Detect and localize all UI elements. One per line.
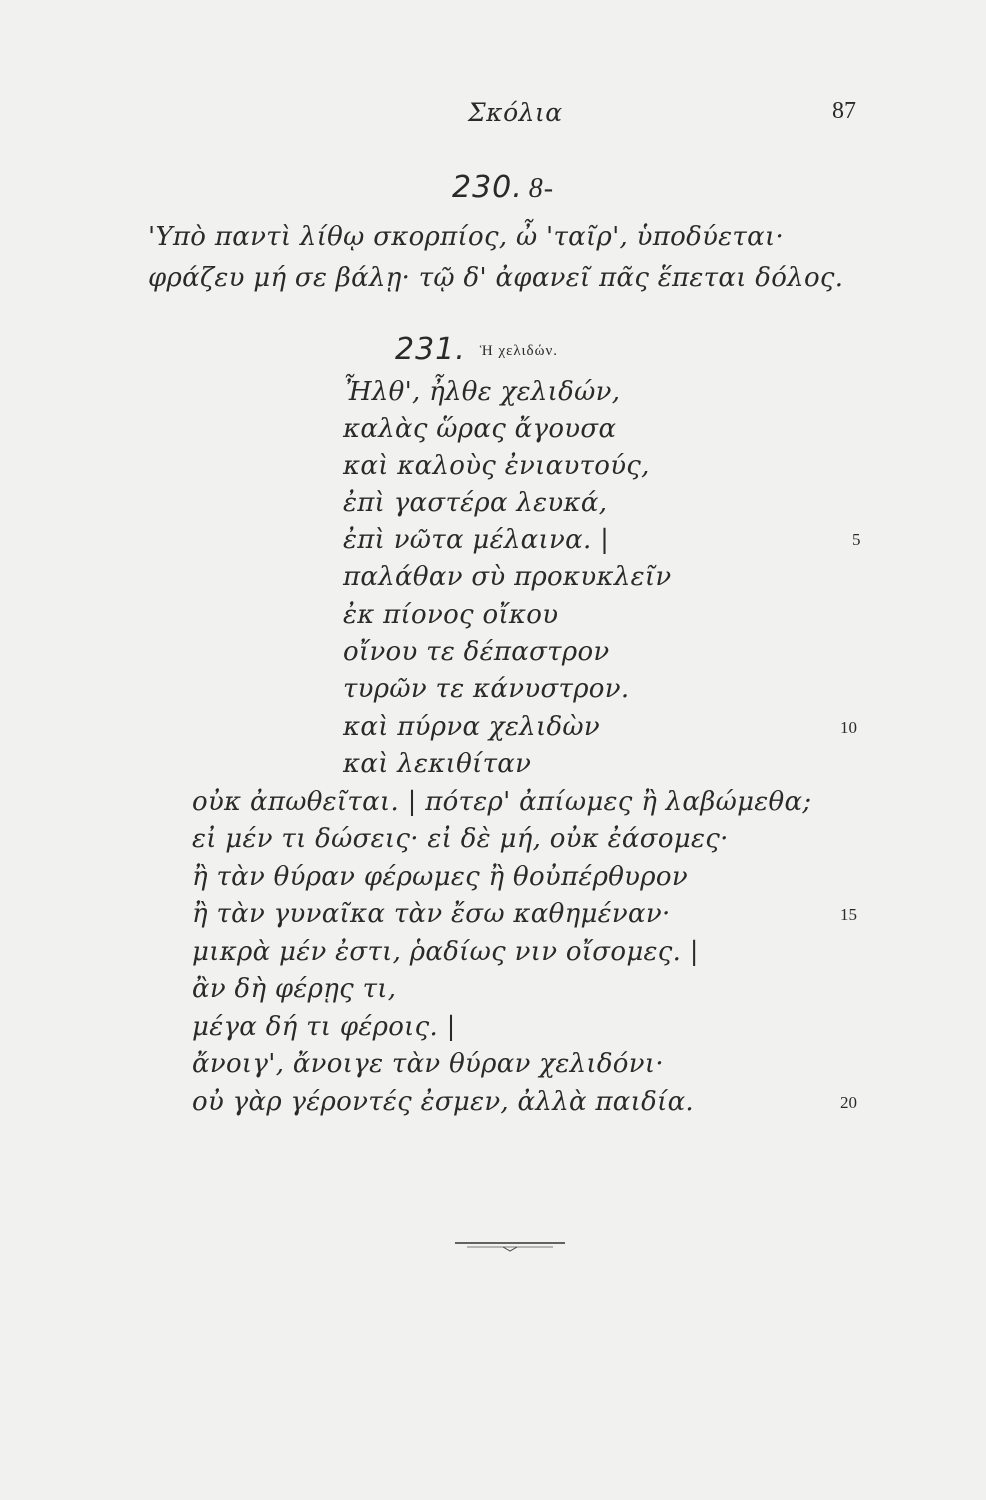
verse-line: καὶ καλοὺς ἐνιαυτούς,: [343, 451, 650, 481]
end-ornament: [455, 1240, 565, 1252]
section-number: 231.: [395, 332, 466, 367]
verse-line: Ἦλθ', ἦλθε χελιδών,: [343, 377, 621, 407]
verse-line: τυρῶν τε κάνυστρον.: [343, 674, 630, 704]
verse-line: ἐκ πίονος οἴκου: [343, 600, 559, 630]
verse-line: ἢ τὰν θύραν φέρωμες ἢ θοὐπέρθυρον: [192, 862, 688, 892]
running-title: Σκόλια: [468, 98, 563, 127]
verse-line: ἐπὶ νῶτα μέλαινα. |: [343, 525, 610, 555]
verse-line: οἴνου τε δέπαστρον: [343, 637, 610, 667]
line-number: 15: [840, 905, 857, 924]
verse-line: καλὰς ὥρας ἄγουσα: [343, 414, 617, 444]
section-subtitle: 8-: [528, 173, 555, 204]
verse-line: οὐ γὰρ γέροντές ἐσμεν, ἀλλὰ παιδία.: [192, 1087, 694, 1117]
line-number: 20: [840, 1093, 857, 1112]
verse-line: εἰ μέν τι δώσεις· εἰ δὲ μή, οὐκ ἐάσομες·: [192, 824, 729, 854]
verse-line: καὶ πύρνα χελιδὼν: [343, 712, 601, 742]
section-heading-231: [395, 332, 558, 367]
verse-line: 'Υπὸ παντὶ λίθῳ σκορπίος, ὦ 'ταῖρ', ὑποδύεται·: [148, 222, 785, 252]
line-number: 10: [840, 718, 857, 737]
verse-line: μικρὰ μέν ἐστι, ῥαδίως νιν οἴσομες. |: [192, 937, 699, 967]
verse-line: ἄνοιγ', ἄνοιγε τὰν θύραν χελιδόνι·: [192, 1049, 664, 1079]
line-number: 5: [852, 530, 861, 549]
verse-line: φράζευ μή σε βάλῃ· τῷ δ' ἀφανεῖ πᾶς ἕπεται δόλος.: [148, 263, 844, 293]
verse-line: παλάθαν σὺ προκυκλεῖν: [343, 562, 672, 592]
section-subtitle: Ἡ χελιδών.: [479, 343, 558, 359]
page-number: 87: [832, 98, 856, 124]
verse-line: οὐκ ἀπωθεῖται. | πότερ' ἀπίωμες ἢ λαβώμεθα;: [192, 787, 812, 817]
verse-line: ἐπὶ γαστέρα λευκά,: [343, 488, 608, 518]
verse-line: καὶ λεκιθίταν: [343, 749, 532, 779]
section-number: 230.: [452, 170, 523, 205]
verse-line: ἂν δὴ φέρῃς τι,: [192, 974, 397, 1004]
verse-line: ἢ τὰν γυναῖκα τὰν ἔσω καθημέναν·: [192, 899, 671, 929]
section-heading-230: [452, 170, 554, 205]
verse-line: μέγα δή τι φέροις. |: [192, 1012, 456, 1042]
